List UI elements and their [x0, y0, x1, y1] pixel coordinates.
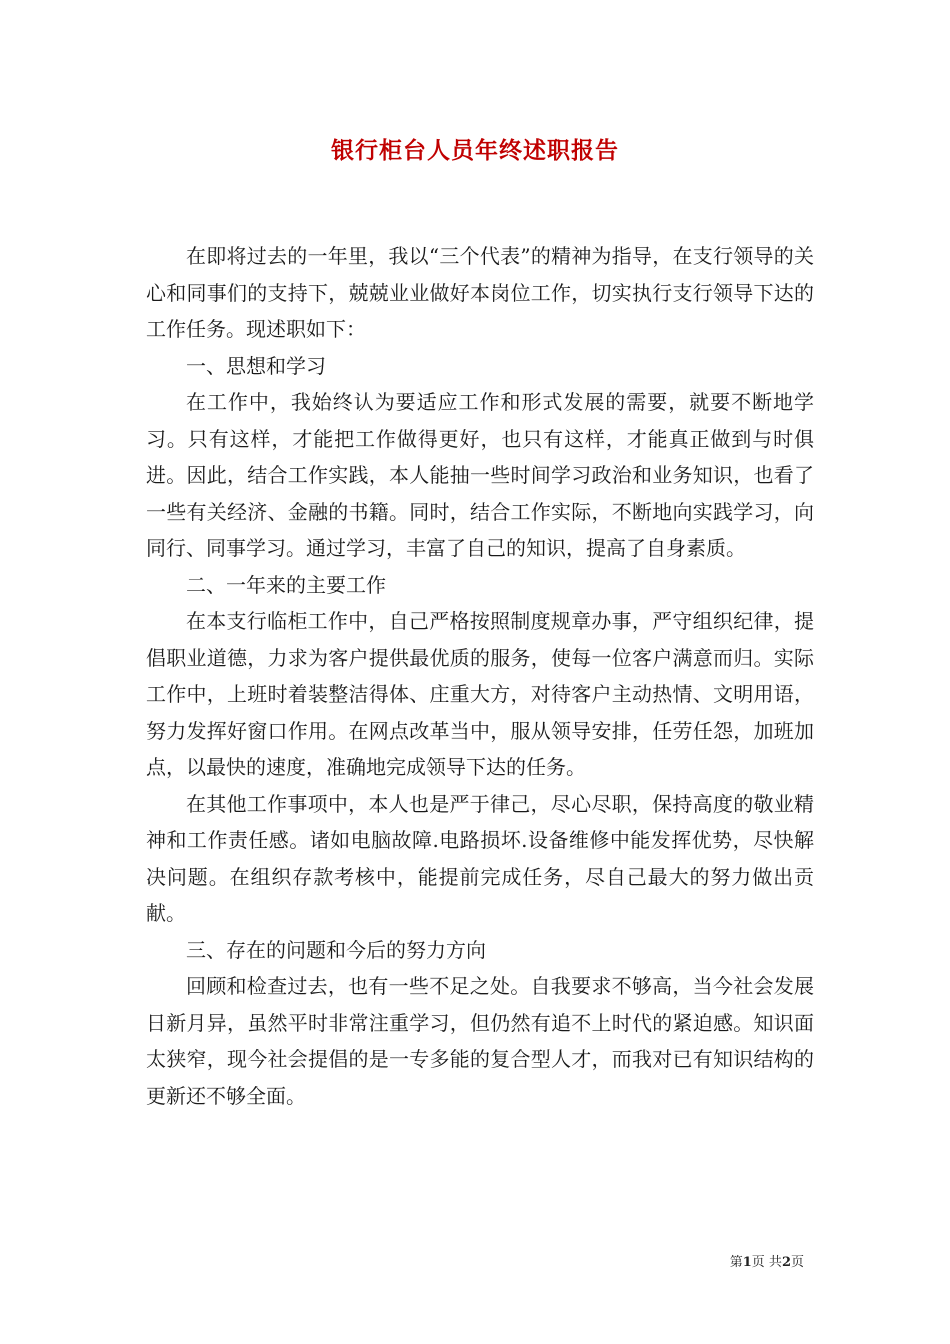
page-footer: [730, 1251, 804, 1270]
section-heading-2: 二、一年来的主要工作: [186, 572, 386, 597]
footer-total-pages: 2: [781, 1255, 791, 1270]
section-heading-3: 三、存在的问题和今后的努力方向: [186, 937, 486, 962]
paragraph-intro: 在即将过去的一年里，我以“三个代表”的精神为指导，在支行领导的关心和同事们的支持下，兢兢业业做好本岗位工作，切实执行支行领导下达的工作任务。现述职如下：: [146, 244, 814, 341]
footer-current-page: 1: [742, 1255, 752, 1270]
paragraph-main-work: 在本支行临柜工作中，自己严格按照制度规章办事，严守组织纪律，提倡职业道德，力求为客户提供最优质的服务，使每一位客户满意而归。实际工作中，上班时着装整洁得体、庄重大方，对待客户主动热情、文明用语，努力发挥好窗口作用。在网点改革当中，服从领导安排，任劳任怨，加班加点，以最快的速度，准确地完成领导下达的任务。: [146, 609, 814, 779]
section-heading-1: 一、思想和学习: [186, 353, 326, 378]
document-title: 银行柜台人员年终述职报告: [331, 137, 619, 164]
footer-middle: 页 共: [751, 1255, 782, 1270]
footer-prefix: 第: [729, 1255, 743, 1270]
paragraph-problems: 回顾和检查过去，也有一些不足之处。自我要求不够高，当今社会发展日新月异，虽然平时非常注重学习，但仍然有追不上时代的紧迫感。知识面太狭窄，现今社会提倡的是一专多能的复合型人才，而我对已有知识结构的更新还不够全面。: [146, 974, 814, 1108]
footer-suffix: 页: [790, 1255, 804, 1270]
paragraph-study: 在工作中，我始终认为要适应工作和形式发展的需要，就要不断地学习。只有这样，才能把工作做得更好，也只有这样，才能真正做到与时俱进。因此，结合工作实践，本人能抽一些时间学习政治和业务知识，也看了一些有关经济、金融的书籍。同时，结合工作实际，不断地向实践学习，向同行、同事学习。通过学习，丰富了自己的知识，提高了自身素质。: [146, 390, 814, 560]
document-body: [146, 238, 814, 1114]
paragraph-other-work: 在其他工作事项中，本人也是严于律己，尽心尽职，保持高度的敬业精神和工作责任感。诸如电脑故障.电路损坏.设备维修中能发挥优势，尽快解决问题。在组织存款考核中，能提前完成任务，尽自己最大的努力做出贡献。: [146, 791, 814, 925]
